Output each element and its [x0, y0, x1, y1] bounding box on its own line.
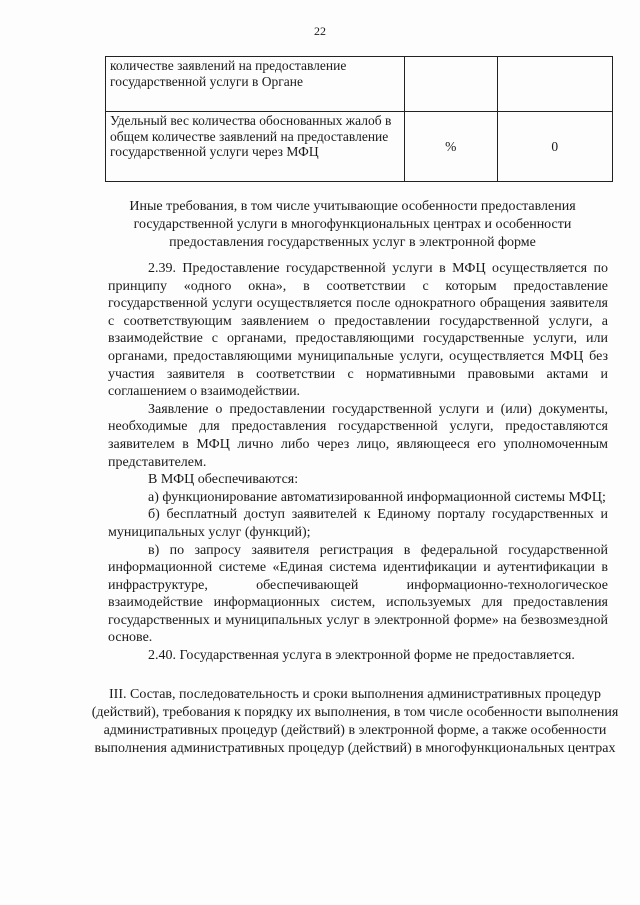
body-text	[108, 260, 608, 665]
table-cell-label: Удельный вес количества обоснованных жалоб в общем количестве заявлений на предоставление государственной услуги через МФЦ	[106, 112, 405, 182]
table-cell-unit: %	[404, 112, 497, 182]
table-cell-value: 0	[497, 112, 612, 182]
paragraph: В МФЦ обеспечиваются:	[148, 472, 299, 488]
list-item: а) функционирование автоматизированной информационной системы МФЦ;	[148, 489, 606, 505]
page-number: 22	[314, 24, 326, 38]
section-heading: Иные требования, в том числе учитывающие особенности предоставления государственной услуги в многофункциональных центрах и особенности предоставления государственных услуг в электронной форме	[129, 199, 576, 250]
table-cell-label: количестве заявлений на предоставление государственной услуги в Органе	[106, 57, 405, 112]
table-cell-unit	[404, 57, 497, 112]
list-item: в) по запросу заявителя регистрация в федеральной государственной информационной системе «Единая система идентификации и аутентификации в инфраструктуре, обеспечивающей информационно-технологическое взаимодействие информационных систем, используемых для предоставления государственных и муниципальных услуг в электронной форме» на безвозмездной основе.	[108, 542, 608, 646]
table-cell-value	[497, 57, 612, 112]
paragraph: Заявление о предоставлении государственной услуги и (или) документы, необходимые для предоставления государственной услуги, предоставляются заявителем в МФЦ лично либо через лицо, являющееся его уполномоченным представителем.	[108, 401, 608, 470]
metrics-table	[105, 56, 613, 182]
paragraph: 2.39. Предоставление государственной услуги в МФЦ осуществляется по принципу «одного окна», в соответствии с которым предоставление государственной услуги осуществляется после однократного обращения заявителя с соответствующим заявлением о предоставлении государственной услуги, а взаимодействие с органами, предоставляющими государственные услуги, или органами, предоставляющими муниципальные услуги, осуществляется МФЦ без участия заявителя в соответствии с нормативными правовыми актами и соглашением о взаимодействии.	[108, 261, 608, 400]
table-row	[106, 112, 613, 182]
list-item: б) бесплатный доступ заявителей к Единому порталу государственных и муниципальных услуг (функций);	[108, 507, 608, 540]
paragraph: 2.40. Государственная услуга в электронной форме не предоставляется.	[148, 648, 575, 664]
table-row	[106, 57, 613, 112]
chapter-heading: III. Состав, последовательность и сроки выполнения административных процедур (действий), требования к порядку их выполнения, в том числе особенности выполнения административных процедур (действий) в электронной форме, а также особенности выполнения административных процедур (действий) в многофункциональных центрах	[91, 687, 619, 756]
